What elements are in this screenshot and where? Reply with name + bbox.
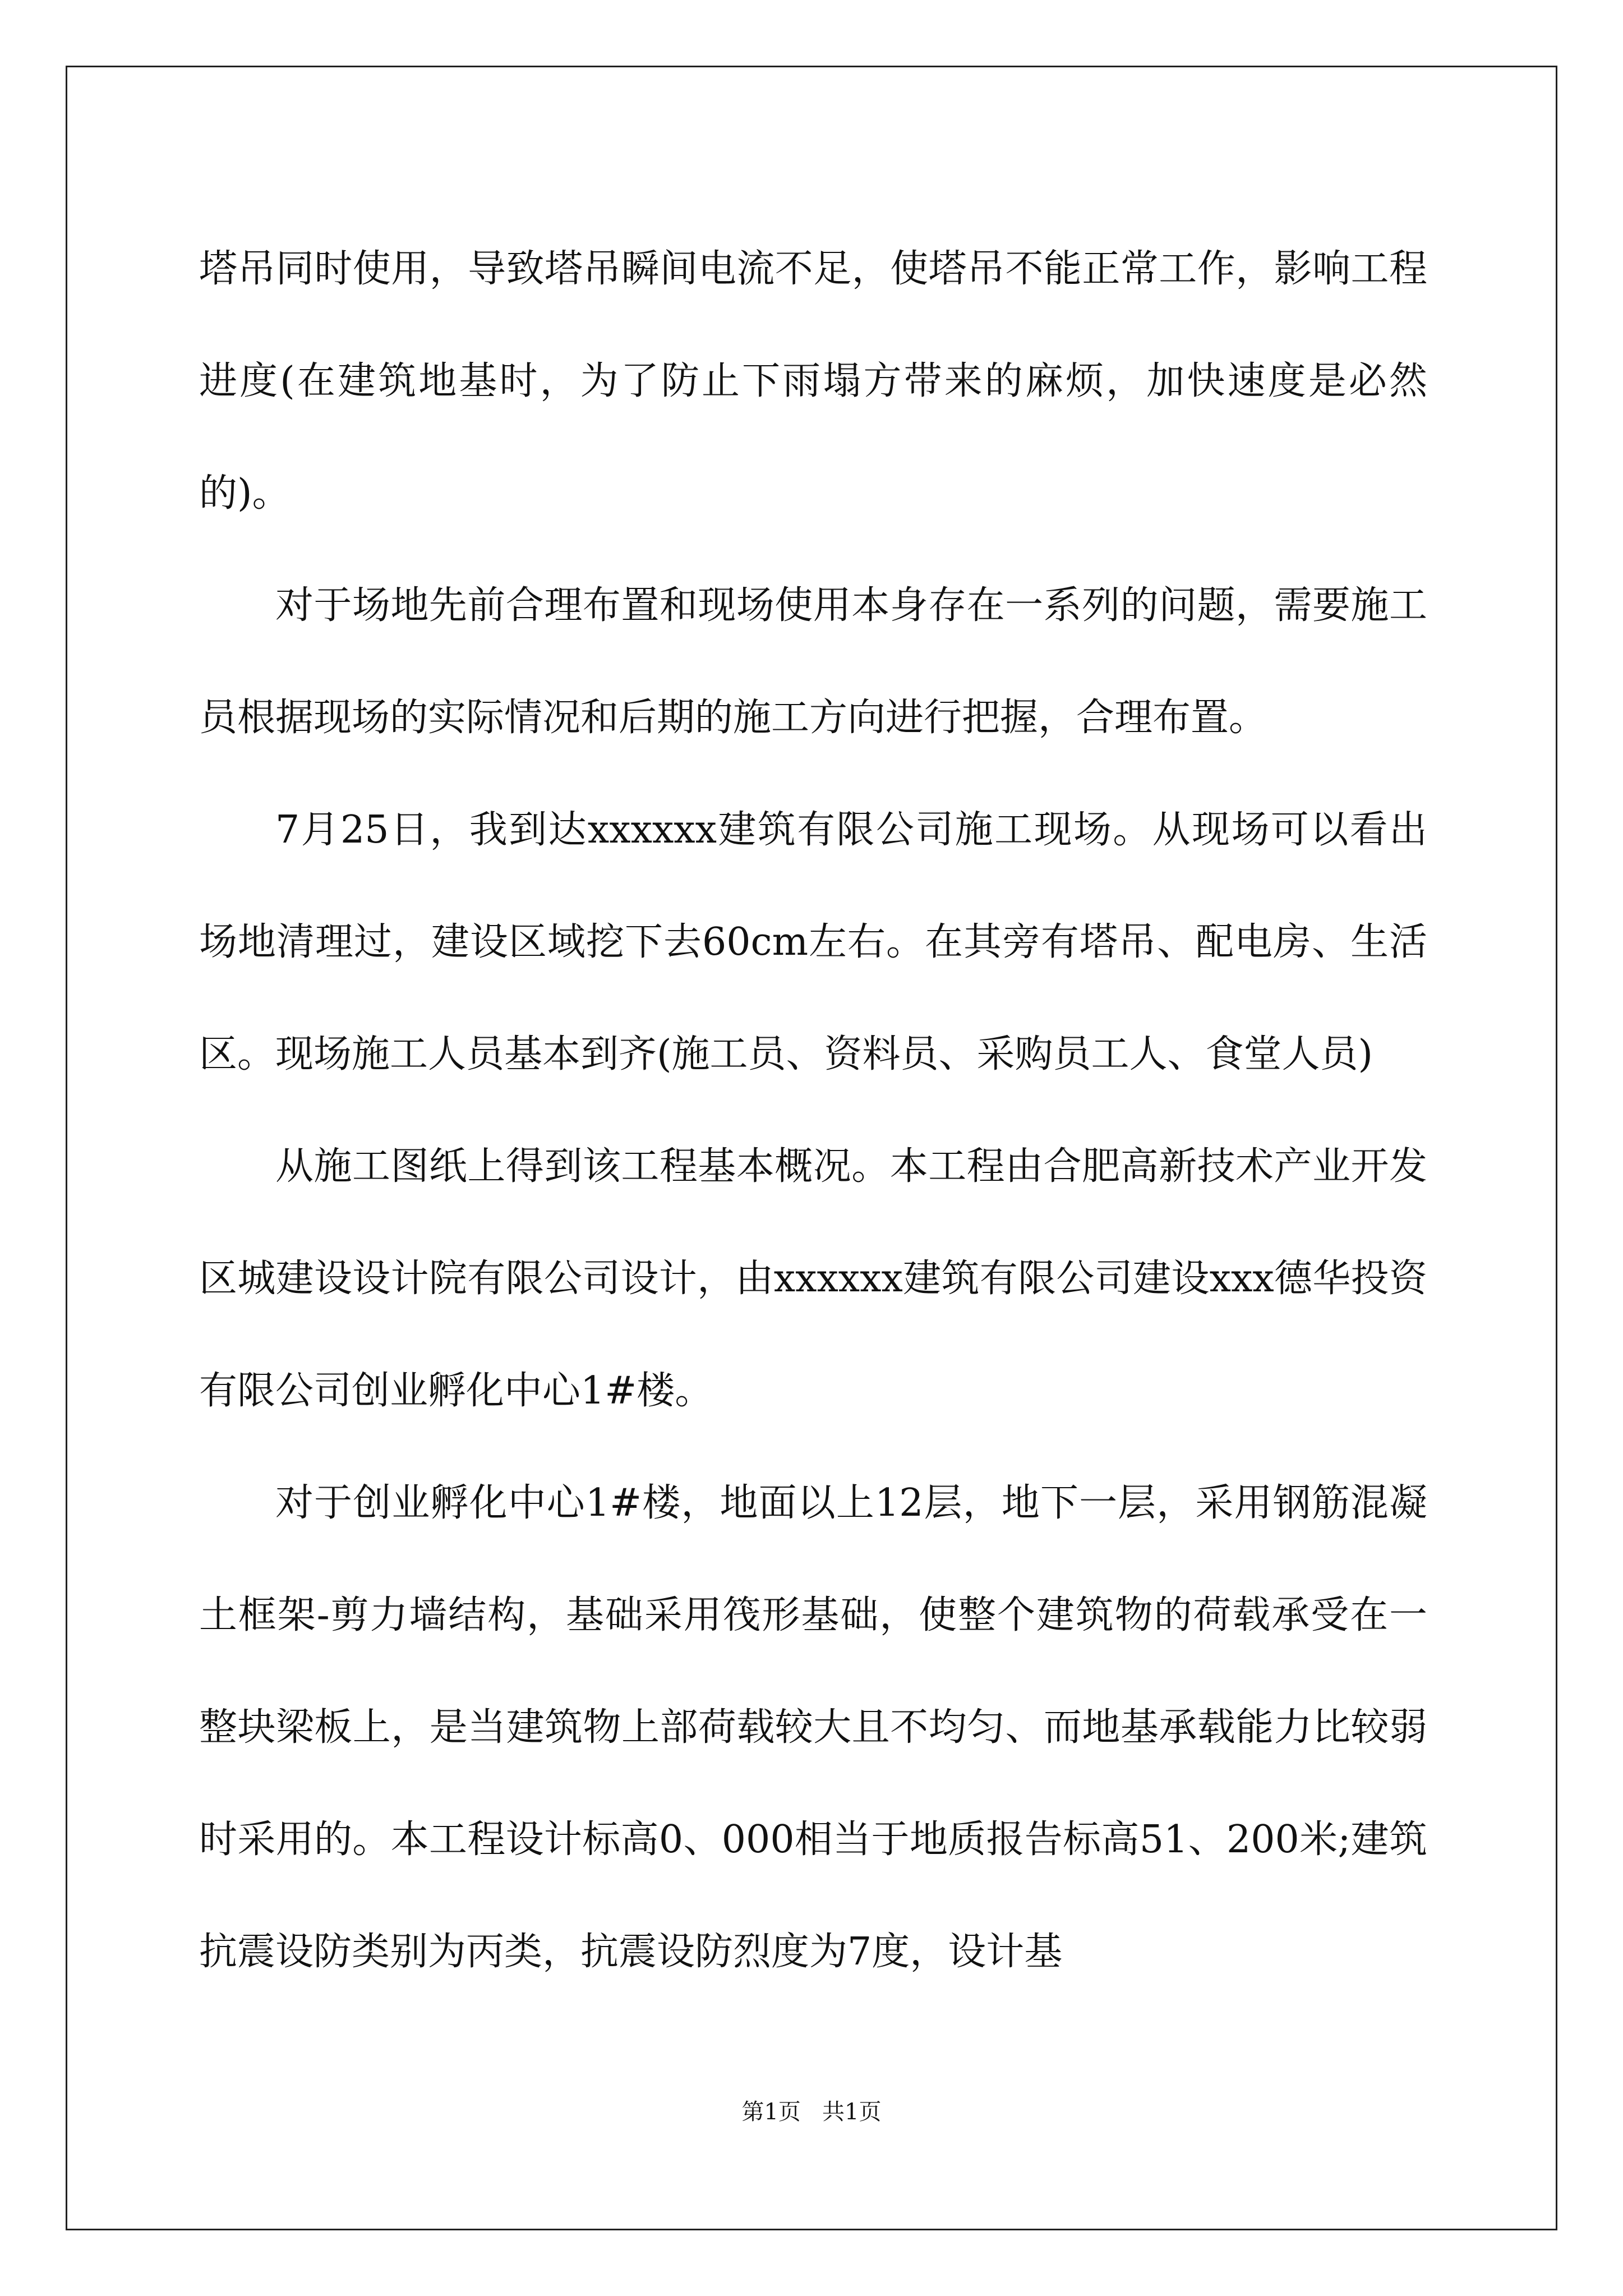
paragraph-3: 7月25日，我到达xxxxxx建筑有限公司施工现场。从现场可以看出场地清理过，建设区域挖下去60cm左右。在其旁有塔吊、配电房、生活区。现场施工人员基本到齐(施工员、资料员、采购员工人、食堂人员)	[199, 808, 1427, 1076]
document-body	[199, 213, 1427, 2008]
page-footer: 第1页 共1页	[741, 2099, 882, 2125]
paragraph-4: 从施工图纸上得到该工程基本概况。本工程由合肥高新技术产业开发区城建设设计院有限公司设计，由xxxxxx建筑有限公司建设xxx德华投资有限公司创业孵化中心1#楼。	[199, 1144, 1427, 1413]
paragraph-5: 对于创业孵化中心1#楼，地面以上12层，地下一层，采用钢筋混凝土框架-剪力墙结构，基础采用筏形基础，使整个建筑物的荷载承受在一整块梁板上，是当建筑物上部荷载较大且不均匀、而地基承载能力比较弱时采用的。本工程设计标高0、000相当于地质报告标高51、200米;建筑抗震设防类别为丙类，抗震设防烈度为7度，设计基	[199, 1481, 1427, 1974]
paragraph-1: 塔吊同时使用，导致塔吊瞬间电流不足，使塔吊不能正常工作，影响工程进度(在建筑地基时，为了防止下雨塌方带来的麻烦，加快速度是必然的)。	[199, 247, 1427, 516]
paragraph-2: 对于场地先前合理布置和现场使用本身存在一系列的问题，需要施工员根据现场的实际情况和后期的施工方向进行把握，合理布置。	[199, 583, 1427, 740]
